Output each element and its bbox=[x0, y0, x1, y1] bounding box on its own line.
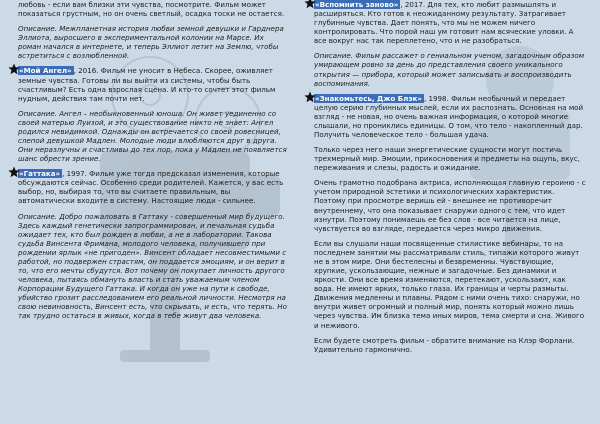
film-entry-gattaca bbox=[18, 169, 288, 205]
star-icon bbox=[8, 63, 20, 75]
film-review-joe-black-cont: Только через него наши энергетические сущности могут постичь трехмерный мир. Эмоции, прикосновения и предметы на ощупь, вкус, переживания и слезы, радость и ожидание. bbox=[314, 145, 580, 173]
style-paragraph-2: Если вы слушали наши посвященные стилистике вебинары, то на последнем занятии мы рассматривали стиль, типажи которого живут не в этом мире. Они бестелесны и безвременны. Чувствующие, хрупкие, ускользающие, нежные и загадочные. Без динамики и яркости. Они все время изменяются, перетекают, ускользают, как вода. Не имеют ярких, только глаза. Их границы и черты размыты. Движения медленны и плавны. Рядом с ними очень тихо: снаружи, но внутри живет огромный и полный мир, понять который можно лишь через чувства. Им близка тема иных миров, тема смерти и сна. Живого и неживого. bbox=[314, 238, 585, 330]
film-review-remember: , 2017. Для тех, кто любит размышлять и расширяться. Кто готов к неожиданному результату. Затрагивает глубинные чувства. Дает понять, что мы не можем ничего контролировать. Что порой наш ум готовит нам всяческие уловки. А все вокруг нас так переплетено, что и не разобраться. bbox=[314, 0, 574, 46]
description-label: Описание. bbox=[18, 108, 57, 118]
film-title-joe-black: «Знакомьтесь, Джо Блэк» bbox=[315, 93, 422, 103]
film-entry-remember bbox=[314, 0, 588, 45]
star-icon bbox=[304, 0, 316, 9]
description-text: Межпланетная история любви земной девушки и Гарднера Эллиота, выросшего в экспериментальной колонии на Марсе. Их роман начался в интернете, и теперь Эллиот летит на Землю, чтобы встретиться с возлюбленной. bbox=[18, 24, 284, 61]
description-text: Добро пожаловать в Гаттаку - совершенный мир будущего. Здесь каждый генетически запрограммирован, и печальная судьба ожидает тех, кто был рожден в любви, а не в лаборатории. Такова судьба Винсента Фримана, молодого человека, получившего при рождении ярлык «не пригоден». Винсент обладает несовместимыми с работой, но подвержен страстям, он поддается эмоциям, и он верит в то, что его мечты сбудутся. Вот почему он покупает личность другого человека, пытаясь обмануть власть и стать уважаемым членом Корпорации Будущего Гаттака. И когда он уже на пути к свободе, убийство грозит расследованием его реальной личности. Несмотря на свою невиновность, Винсент есть, что скрывать, и есть, что терять. Но так трудно остаться в живых, когда в тебе живут два человека. bbox=[18, 211, 287, 321]
film-title-remember: «Вспомнить заново» bbox=[315, 0, 399, 9]
left-column bbox=[18, 0, 288, 327]
film-description-gattaca bbox=[18, 212, 288, 321]
description-label: Описание. bbox=[18, 211, 57, 221]
film-description-remember bbox=[314, 51, 588, 87]
intro-description bbox=[18, 24, 288, 60]
film-description-angel bbox=[18, 109, 288, 163]
right-column bbox=[314, 0, 588, 360]
film-entry-angel bbox=[18, 66, 288, 102]
description-label: Описание. bbox=[314, 51, 353, 61]
film-title-gattaca: «Гаттака» bbox=[19, 169, 61, 179]
film-entry-joe-black bbox=[314, 94, 588, 139]
description-text: Ангел – необыкновенный юноша. Он живет уединенно со своей матерью Луизой, и это существование никто не знает: Ангел родился невидимкой. Однажды он встречается со своей ровесницей, слепой девушкой Мадлен. Молодые люди влюбляются друг в друга. Они неразлучны и счастливы до тех пор, пока у Мадлен не появляется шанс обрести зрение. bbox=[18, 108, 287, 164]
style-paragraph-3: Если будете смотреть фильм - обратите внимание на Клэр Форлани. Удивительно гармонично. bbox=[314, 335, 575, 354]
star-icon bbox=[304, 91, 316, 103]
film-review-angel: , 2016. Фильм не уносит в Небеса. Скорее, оживляет земные чувства. Готовы ли вы выйти из системы, чтобы быть счастливым? Есть одна взрослая сцена. И кто-то сочтет этот фильм нудным, действия там почти нет. bbox=[18, 66, 276, 103]
description-label: Описание. bbox=[18, 24, 57, 34]
intro-text: любовь - если вам близки эти чувства, посмотрите. Фильм может показаться грустным, но он очень светлый, осадка тоски не остается. bbox=[18, 0, 285, 19]
description-text: Фильм рассажет о гениальном ученом, загадочным образом умирающем ровно за день до представления своего уникального открытия — прибора, который может записывать и воспроизводить воспоминания. bbox=[314, 51, 585, 88]
film-title-angel: «Мой Ангел» bbox=[19, 66, 72, 76]
style-paragraph-1: Очень грамотно подобрана актриса, исполняющая главную героиню - с учетом природной эстетики и психологических характеристик. Поэтому при просмотре веришь ей - внешнее не противоречит внутреннему, что она показывает снаружи одного с тем, что идет изнутри. Поэтому понимаешь ее без слов - все читается на лице, чувствуется во взгляде, передается через микро движения. bbox=[314, 178, 586, 233]
film-review-joe-black: , 1998. Фильм необычный и передает целую серию глубинных мыслей, если их распознать. Основная на мой взгляд - не новая, но очень важная информация, о которой многие слышали, но прониклись единицы. О том, что тело - накопленный дар. Получить человеческое тело - большая удача. bbox=[314, 93, 584, 140]
star-icon bbox=[8, 166, 20, 178]
film-review-gattaca: , 1997. Фильм уже тогда предсказал изменения, которые обсуждаются сейчас. Особенно среди родителей. Кажется, у вас есть выбор, но, выбирая то, что вы считаете правильным, вы автоматически входите в систему. Настоящие люди - сильнее. bbox=[18, 169, 284, 206]
